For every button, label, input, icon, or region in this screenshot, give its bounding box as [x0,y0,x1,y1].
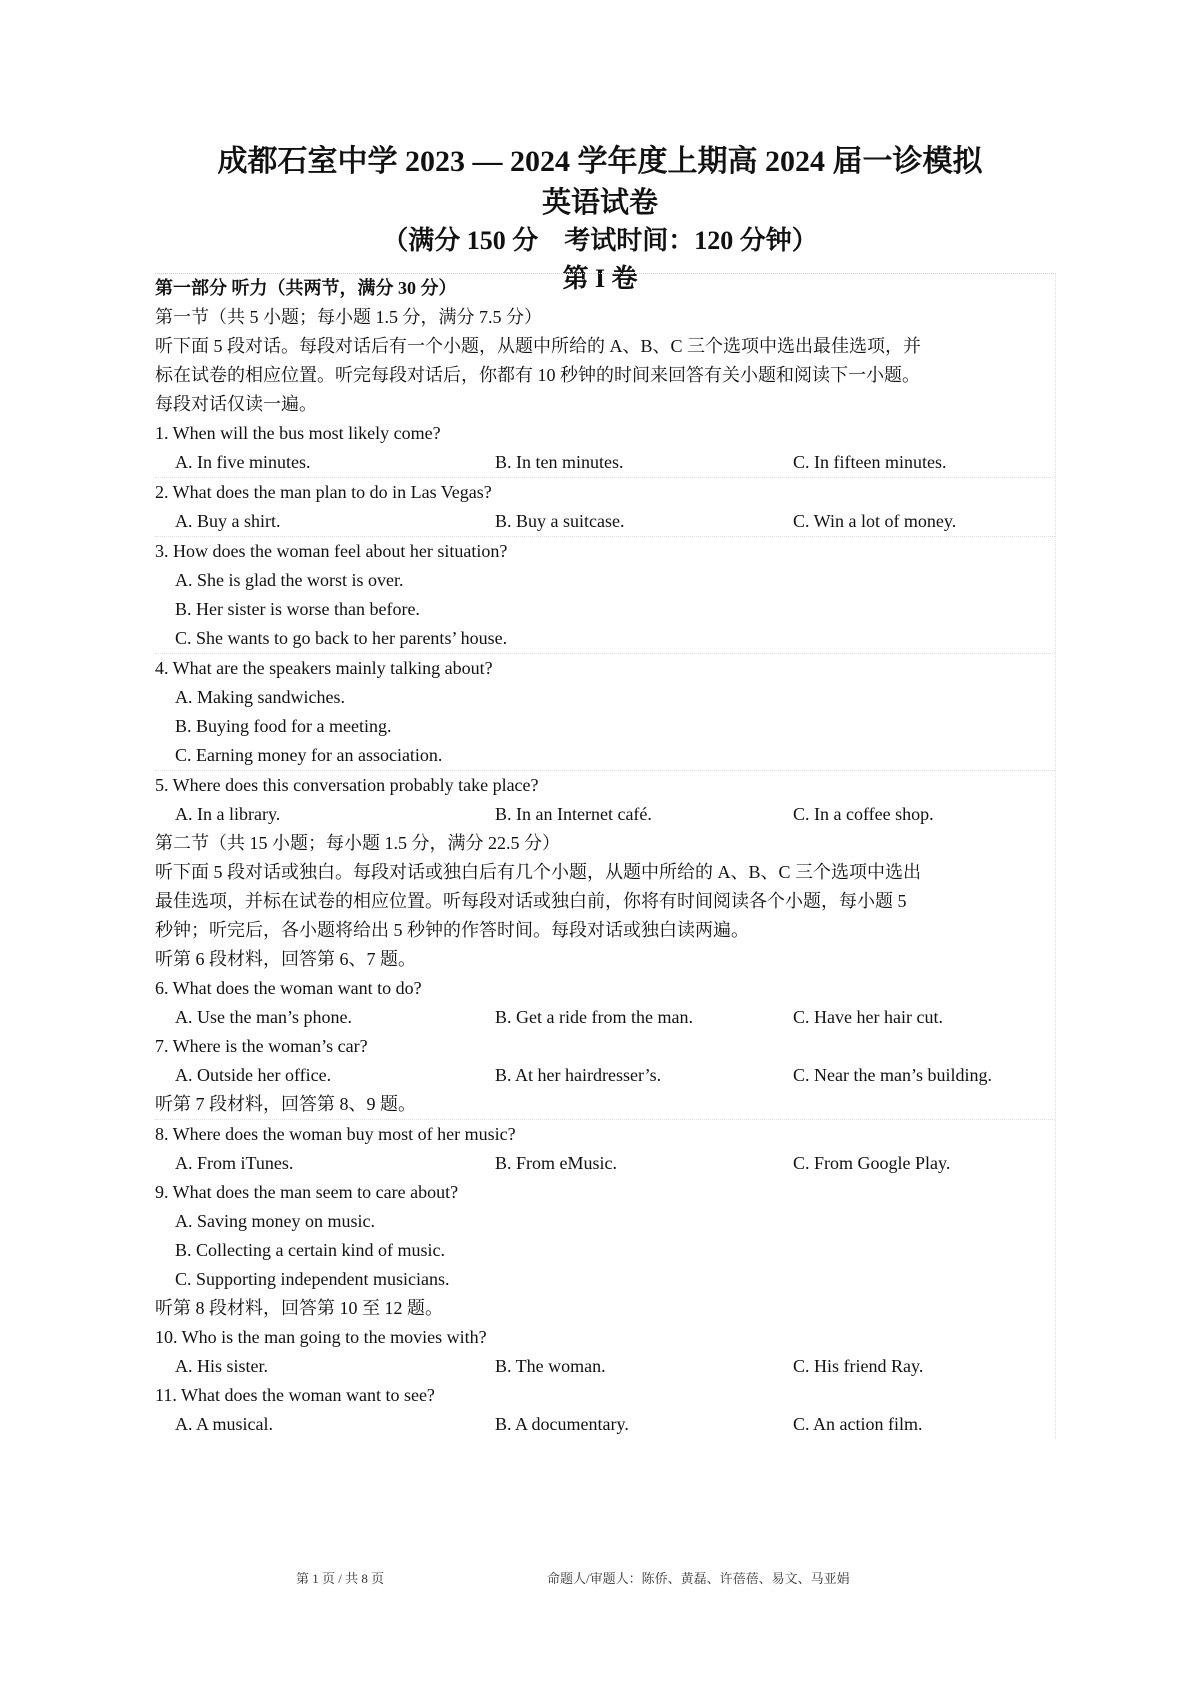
question: 8. Where does the woman buy most of her music? [155,1124,516,1144]
options-row [155,1352,1055,1381]
question: 5. Where does this conversation probably take place? [155,775,539,795]
answer-option: A. In five minutes. [175,452,311,472]
options-row [155,1410,1055,1439]
exam-title: 成都石室中学 2023 — 2024 学年度上期高 2024 届一诊模拟 [217,145,983,178]
answer-option: A. A musical. [175,1414,273,1434]
answer-option: A. In a library. [175,804,281,824]
answer-option: A. She is glad the worst is over. [175,570,404,590]
answer-option: C. His friend Ray. [793,1356,924,1376]
exam-subject: 英语试卷 [541,187,658,219]
answer-option: B. In an Internet café. [495,804,652,824]
instruction-text: 听第 7 段材料，回答第 8、9 题。 [155,1090,1055,1120]
instruction-text: 第一节（共 5 小题；每小题 1.5 分，满分 7.5 分） [155,307,542,327]
answer-option: B. Get a ride from the man. [495,1007,693,1027]
options-row [155,448,1055,478]
options-row [155,1061,1055,1090]
answer-option: C. An action film. [793,1414,923,1434]
answer-option: A. His sister. [175,1356,269,1376]
volume-heading: 第 I 卷 [562,264,638,293]
instruction-text: 听第 6 段材料，回答第 6、7 题。 [155,949,416,969]
question: 6. What does the woman want to do? [155,978,422,998]
answer-option: A. Outside her office. [175,1065,332,1085]
answer-option: B. From eMusic. [495,1153,618,1173]
instruction-text: 秒钟；听完后，各小题将给出 5 秒钟的作答时间。每段对话或独白读两遍。 [155,920,749,940]
answer-option: C. In fifteen minutes. [793,452,947,472]
answer-option: B. Buying food for a meeting. [175,716,392,736]
answer-option: A. Saving money on music. [175,1211,375,1231]
answer-option: A. Buy a shirt. [175,511,281,531]
section-heading: 第一部分 听力（共两节，满分 30 分） [155,278,457,298]
authors: 命题人/审题人：陈侨、黄磊、许蓓蓓、易文、马亚娟 [547,1571,850,1586]
options-row [155,1003,1055,1032]
instruction-text: 标在试卷的相应位置。听完每段对话后，你都有 10 秒钟的时间来回答有关小题和阅读下一小题。 [155,365,920,385]
answer-option: A. From iTunes. [175,1153,294,1173]
answer-option: A. Making sandwiches. [175,687,345,707]
question: 9. What does the man seem to care about? [155,1182,459,1202]
question: 1. When will the bus most likely come? [155,423,441,443]
instruction-text: 每段对话仅读一遍。 [155,394,317,414]
instruction-text: 听下面 5 段对话。每段对话后有一个小题，从题中所给的 A、B、C 三个选项中选出最佳选项，并 [155,336,922,356]
answer-option: B. In ten minutes. [495,452,624,472]
answer-option: C. She wants to go back to her parents’ house. [155,624,1055,654]
exam-content [155,273,1056,1439]
exam-meta: （满分 150 分 考试时间：120 分钟） [382,226,818,255]
answer-option: A. Use the man’s phone. [175,1007,352,1027]
answer-option: C. Near the man’s building. [793,1065,992,1085]
answer-option: B. The woman. [495,1356,606,1376]
answer-option: C. Earning money for an association. [155,741,1055,771]
instruction-text: 听第 8 段材料，回答第 10 至 12 题。 [155,1298,443,1318]
answer-option: B. Her sister is worse than before. [175,599,420,619]
answer-option: B. A documentary. [495,1414,629,1434]
answer-option: B. At her hairdresser’s. [495,1065,662,1085]
question: 3. How does the woman feel about her situation? [155,541,508,561]
answer-option: C. Have her hair cut. [793,1007,943,1027]
instruction-text: 第二节（共 15 小题；每小题 1.5 分，满分 22.5 分） [155,833,560,853]
answer-option: C. In a coffee shop. [793,804,934,824]
page-number: 第 1 页 / 共 8 页 [296,1571,385,1586]
answer-option: C. From Google Play. [793,1153,951,1173]
answer-option: C. Supporting independent musicians. [175,1269,450,1289]
options-row [155,1149,1055,1178]
answer-option: B. Collecting a certain kind of music. [175,1240,445,1260]
question: 4. What are the speakers mainly talking about? [155,658,493,678]
question: 2. What does the man plan to do in Las Vegas? [155,482,492,502]
answer-option: C. Win a lot of money. [793,511,957,531]
question: 10. Who is the man going to the movies with? [155,1327,487,1347]
instruction-text: 最佳选项，并标在试卷的相应位置。听每段对话或独白前，你将有时间阅读各个小题，每小题 5 [155,891,907,911]
question: 11. What does the woman want to see? [155,1385,435,1405]
question: 7. Where is the woman’s car? [155,1036,368,1056]
answer-option: B. Buy a suitcase. [495,511,625,531]
instruction-text: 听下面 5 段对话或独白。每段对话或独白后有几个小题，从题中所给的 A、B、C 三个选项中选出 [155,862,922,882]
options-row [155,507,1055,537]
options-row [155,800,1055,829]
